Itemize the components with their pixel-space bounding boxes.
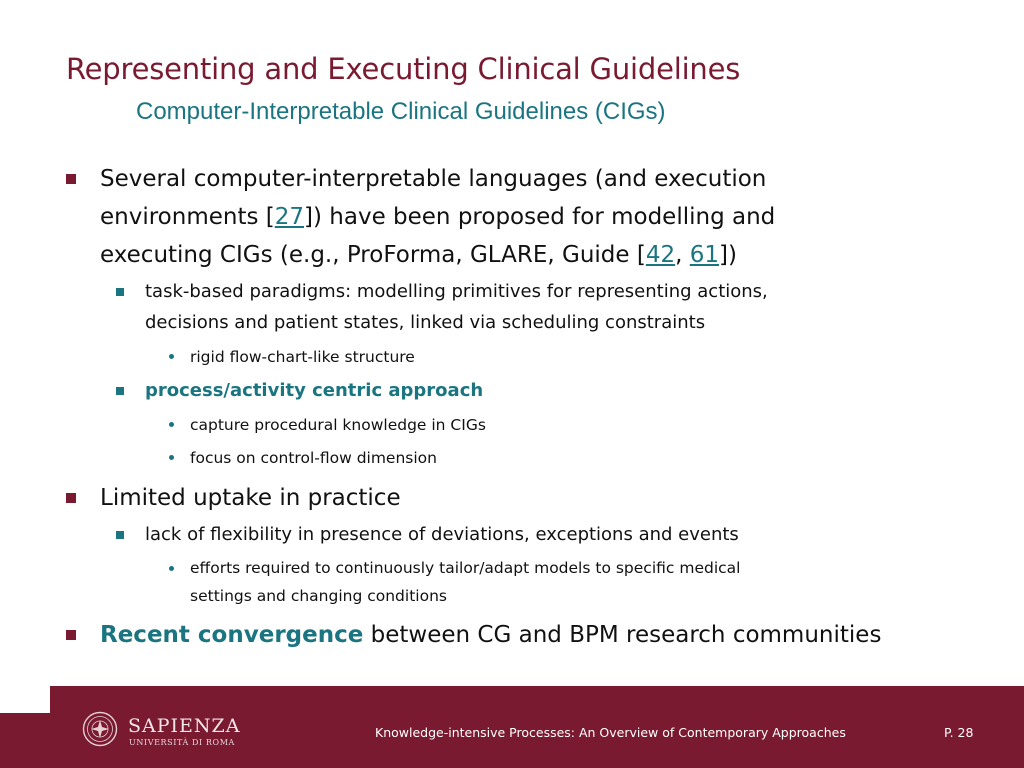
dot-bullet-icon	[169, 354, 174, 359]
bullet-line: decisions and patient states, linked via scheduling constraints	[145, 312, 706, 333]
citation-link-61[interactable]: 61	[689, 242, 720, 268]
bullet-line: environments [27]) have been proposed for modelling and	[100, 204, 776, 230]
bullet-control-flow: focus on control-flow dimension	[62, 443, 982, 473]
bullet-line: task-based paradigms: modelling primitives for representing actions,	[145, 281, 768, 302]
square-bullet-icon	[66, 174, 76, 184]
logo-subtitle: UNIVERSITÀ DI ROMA	[129, 738, 235, 747]
bullet-line: Several computer-interpretable languages (and execution	[100, 166, 767, 192]
square-bullet-icon	[66, 630, 76, 640]
bullet-efforts	[62, 554, 982, 610]
bullet-languages	[62, 160, 982, 274]
square-bullet-icon	[116, 288, 124, 296]
dot-bullet-icon	[169, 422, 174, 427]
footer-notch	[0, 686, 50, 713]
logo-wordmark: SAPIENZA	[128, 715, 241, 737]
slide-content	[62, 160, 982, 656]
bullet-lack-flexibility: lack of flexibility in presence of deviations, exceptions and events	[62, 519, 982, 550]
bullet-line: executing CIGs (e.g., ProForma, GLARE, Guide [42, 61])	[100, 242, 737, 268]
citation-link-42[interactable]: 42	[645, 242, 676, 268]
bullet-process-centric: process/activity centric approach	[62, 375, 982, 406]
dot-bullet-icon	[169, 455, 174, 460]
dot-bullet-icon	[169, 566, 174, 571]
bullet-line: efforts required to continuously tailor/adapt models to specific medical	[190, 559, 741, 577]
bullet-task-based	[62, 276, 982, 338]
slide-title: Representing and Executing Clinical Guidelines	[66, 52, 741, 86]
sapienza-seal-icon	[82, 711, 118, 747]
bullet-line: settings and changing conditions	[190, 587, 447, 605]
bullet-limited-uptake: Limited uptake in practice	[62, 479, 982, 517]
square-bullet-icon	[116, 387, 124, 395]
square-bullet-icon	[116, 531, 124, 539]
presentation-title: Knowledge-intensive Processes: An Overview of Contemporary Approaches	[375, 725, 846, 740]
citation-link-27[interactable]: 27	[274, 204, 305, 230]
footer-bar-left	[0, 713, 50, 768]
page-number: P. 28	[944, 725, 974, 740]
square-bullet-icon	[66, 493, 76, 503]
slide-subtitle: Computer-Interpretable Clinical Guidelines (CIGs)	[136, 98, 666, 125]
bullet-procedural-knowledge: capture procedural knowledge in CIGs	[62, 410, 982, 440]
bullet-recent-convergence: Recent convergence between CG and BPM research communities	[62, 616, 982, 654]
bullet-flow-chart: rigid flow-chart-like structure	[62, 342, 982, 372]
